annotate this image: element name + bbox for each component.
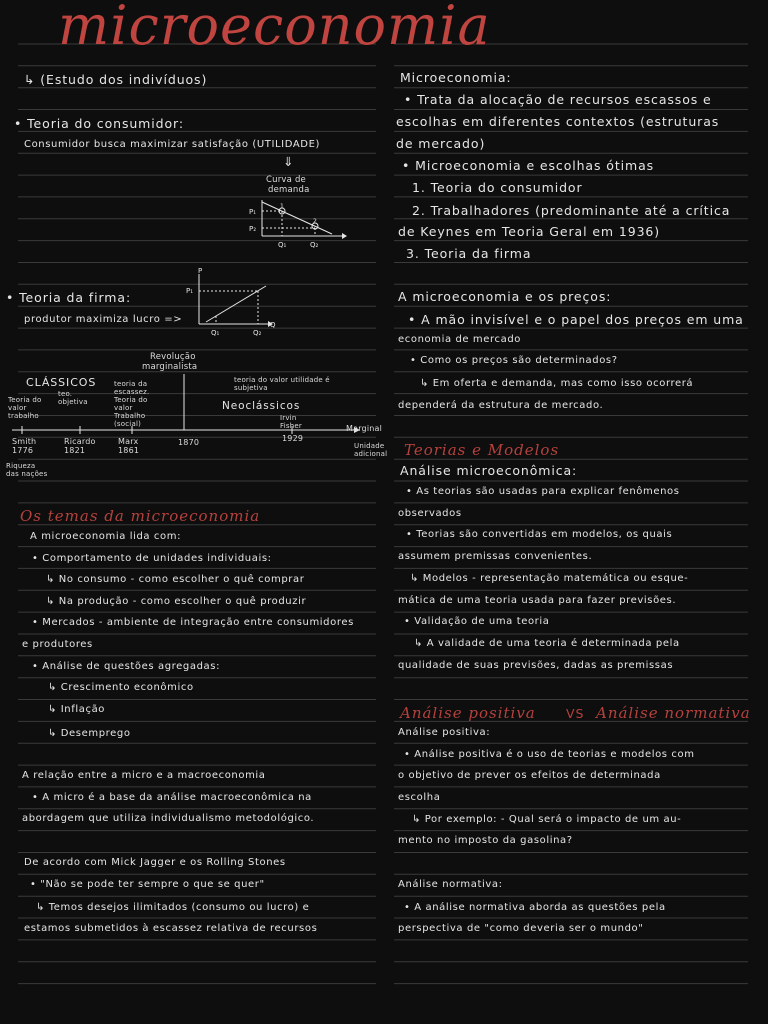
desejos: ↳ Temos desejos ilimitados (consumo ou lucro) e bbox=[36, 902, 310, 913]
item-2: 2. Trabalhadores (predominante até a crítica bbox=[412, 203, 731, 218]
vs-label: VS bbox=[566, 706, 585, 721]
imposto: mento no imposto da gasolina? bbox=[398, 835, 573, 846]
trata: • Trata da alocação de recursos escassos e bbox=[404, 92, 712, 107]
curva-label: Curva de bbox=[266, 175, 306, 185]
escolha: escolha bbox=[398, 792, 441, 803]
comportamento: • Comportamento de unidades individuais: bbox=[32, 553, 272, 564]
g1-p1: P₁ bbox=[249, 208, 257, 216]
firma-line: produtor maximiza lucro => bbox=[24, 314, 183, 325]
demand-graph bbox=[246, 196, 350, 252]
exemplo: ↳ Por exemplo: - Qual será o impacto de um au- bbox=[412, 814, 682, 825]
g1-pt2: 2 bbox=[313, 218, 317, 225]
valor-trabalho-label: Teoria do valor trabalho bbox=[8, 396, 42, 420]
inflacao: ↳ Inflação bbox=[48, 704, 106, 715]
mercado: de mercado) bbox=[396, 136, 486, 151]
g2-q1: Q₁ bbox=[211, 329, 220, 337]
relacao: A relação entre a micro e a macroeconomia bbox=[22, 770, 266, 781]
teo-objetiva-label: teo. objetiva bbox=[58, 390, 88, 406]
timeline bbox=[8, 372, 368, 436]
nao-pode: • "Não se pode ter sempre o que se quer" bbox=[30, 879, 265, 890]
na-producao: ↳ Na produção - como escolher o quê produzir bbox=[46, 596, 307, 607]
micro-base: • A micro é a base da análise macroeconômica na bbox=[32, 792, 312, 803]
como: • Como os preços são determinados? bbox=[410, 355, 618, 366]
unidade-adicional-label: Unidade adicional bbox=[354, 442, 388, 458]
validade: ↳ A validade de uma teoria é determinada pela bbox=[414, 638, 680, 649]
marginalista-label: marginalista bbox=[142, 362, 198, 372]
item-1: 1. Teoria do consumidor bbox=[412, 180, 583, 195]
consumidor-title: • Teoria do consumidor: bbox=[14, 116, 184, 131]
year-1929: 1929 bbox=[282, 434, 304, 443]
positiva-uso: • Análise positiva é o uso de teorias e modelos com bbox=[404, 749, 695, 760]
economia: economia de mercado bbox=[398, 334, 522, 345]
escolhas: escolhas em diferentes contextos (estruturas bbox=[396, 114, 720, 129]
g2-p1: P₁ bbox=[186, 287, 194, 295]
arrow-down-icon: ⇓ bbox=[283, 154, 295, 169]
consumidor-line: Consumidor busca maximizar satisfação (UTILIDADE) bbox=[24, 139, 321, 150]
marx-label: Marx 1861 bbox=[118, 437, 140, 455]
g1-q1: Q₁ bbox=[278, 241, 287, 249]
mercados: • Mercados - ambiente de integração entre consumidores bbox=[32, 617, 354, 628]
g2-p: P bbox=[198, 267, 203, 275]
neoclassicos-label: Neoclássicos bbox=[222, 400, 301, 412]
mao: • A mão invisível e o papel dos preços em uma bbox=[408, 312, 744, 327]
analise-agregadas: • Análise de questões agregadas: bbox=[32, 661, 221, 672]
supply-graph bbox=[180, 266, 280, 340]
teorias-heading: Teorias e Modelos bbox=[404, 441, 560, 459]
depende: dependerá da estrutura de mercado. bbox=[398, 400, 604, 411]
firma-title: • Teoria da firma: bbox=[6, 290, 132, 305]
normativa-aborda: • A análise normativa aborda as questões pela bbox=[404, 902, 666, 913]
escassez: estamos submetidos à escassez relativa de recursos bbox=[24, 923, 318, 934]
smith-label: Smith 1776 bbox=[12, 437, 37, 455]
g2-q2: Q₂ bbox=[253, 329, 262, 337]
escolhas-otimas: • Microeconomia e escolhas ótimas bbox=[402, 158, 655, 173]
objetivo: o objetivo de prever os efeitos de determinada bbox=[398, 770, 661, 781]
teoria-utilidade-label: teoria do valor utilidade é subjetiva bbox=[234, 376, 330, 392]
analise-normativa: Análise normativa: bbox=[398, 879, 503, 890]
abordagem: abordagem que utiliza individualismo metodológico. bbox=[22, 813, 315, 824]
item-3: 3. Teoria da firma bbox=[406, 246, 532, 261]
teoria-escassez-label: teoria da escassez. Teoria do valor Trabalho (social) bbox=[114, 380, 150, 428]
analise-micro: Análise microeconômica: bbox=[400, 463, 578, 478]
g2-axis-q: Q bbox=[270, 321, 276, 329]
validacao: • Validação de uma teoria bbox=[404, 616, 550, 627]
jagger: De acordo com Mick Jagger e os Rolling Stones bbox=[24, 857, 286, 868]
qualidade: qualidade de suas previsões, dadas as premissas bbox=[398, 660, 674, 671]
micro-head: Microeconomia: bbox=[400, 70, 512, 85]
desemprego: ↳ Desemprego bbox=[48, 728, 131, 739]
produtores: e produtores bbox=[22, 639, 93, 650]
classicos-label: CLÁSSICOS bbox=[26, 376, 97, 389]
convertidas: • Teorias são convertidas em modelos, os quais bbox=[406, 529, 673, 540]
page-title: microeconomia bbox=[58, 0, 491, 57]
analise-positiva: Análise positiva: bbox=[398, 727, 491, 738]
normativa-heading: Análise normativa bbox=[596, 704, 751, 722]
usadas: • As teorias são usadas para explicar fenômenos bbox=[406, 486, 680, 497]
premissas: assumem premissas convenientes. bbox=[398, 551, 593, 562]
no-consumo: ↳ No consumo - como escolher o quê comprar bbox=[46, 574, 305, 585]
riqueza-label: Riqueza das nações bbox=[6, 462, 48, 478]
g1-q2: Q₂ bbox=[310, 241, 319, 249]
year-1870: 1870 bbox=[178, 438, 200, 447]
keynes: de Keynes em Teoria Geral em 1936) bbox=[398, 224, 661, 239]
revolucao-label: Revolução bbox=[150, 352, 196, 362]
matica: mática de uma teoria usada para fazer previsões. bbox=[398, 595, 677, 606]
curva-label-2: demanda bbox=[268, 185, 310, 195]
irvin-fisher-label: Irvin Fisher bbox=[280, 414, 302, 430]
ricardo-label: Ricardo 1821 bbox=[64, 437, 96, 455]
modelos: ↳ Modelos - representação matemática ou esque- bbox=[410, 573, 689, 584]
g1-pt1: 1 bbox=[280, 203, 284, 210]
g1-p2: P₂ bbox=[249, 225, 257, 233]
oferta: ↳ Em oferta e demanda, mas como isso ocorrerá bbox=[420, 378, 694, 389]
precos-head: A microeconomia e os preços: bbox=[398, 289, 612, 304]
intro-note: ↳ (Estudo dos indivíduos) bbox=[24, 72, 208, 87]
positiva-heading: Análise positiva bbox=[400, 704, 536, 722]
lida-com: A microeconomia lida com: bbox=[30, 531, 182, 542]
observados: observados bbox=[398, 508, 462, 519]
marginal-label: Marginal bbox=[346, 424, 383, 433]
crescimento: ↳ Crescimento econômico bbox=[48, 682, 194, 693]
perspectiva: perspectiva de "como deveria ser o mundo" bbox=[398, 923, 644, 934]
temas-heading: Os temas da microeconomia bbox=[20, 507, 261, 525]
